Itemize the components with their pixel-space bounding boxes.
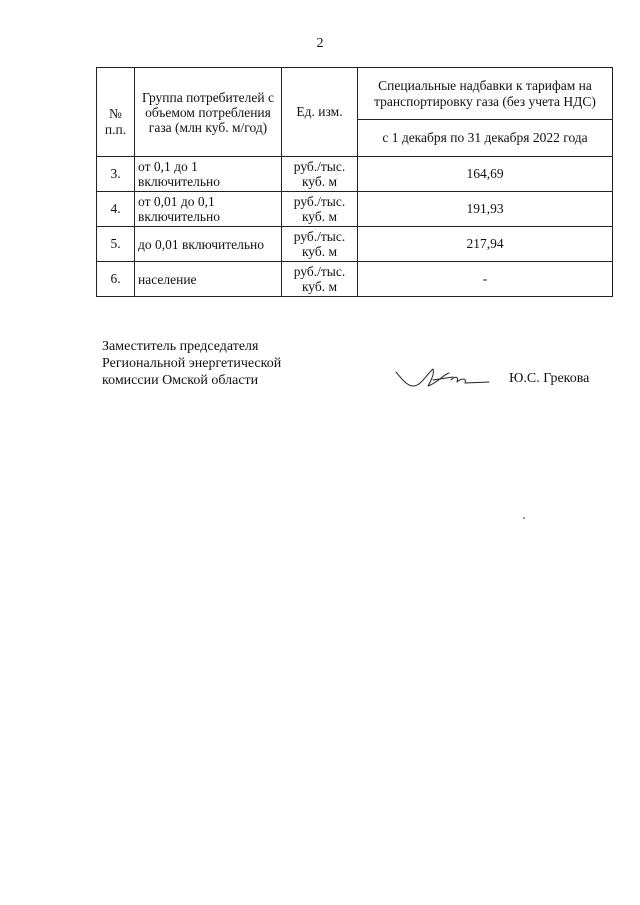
header-period: с 1 декабря по 31 декабря 2022 года: [358, 120, 613, 157]
row-value: 217,94: [358, 227, 613, 262]
scan-speck: [523, 517, 525, 519]
row-value: -: [358, 262, 613, 297]
table-row: [97, 157, 613, 192]
signatory-title: [102, 338, 281, 389]
row-number: 3.: [97, 157, 135, 192]
row-consumer-group: от 0,01 до 0,1 включительно: [135, 192, 282, 227]
row-consumer-group: до 0,01 включительно: [135, 227, 282, 262]
table-header-row: [97, 68, 613, 120]
row-value: 191,93: [358, 192, 613, 227]
row-consumer-group: от 0,1 до 1 включительно: [135, 157, 282, 192]
row-unit: руб./тыс. куб. м: [282, 157, 358, 192]
handwritten-signature: [393, 360, 493, 392]
table-row: [97, 262, 613, 297]
row-consumer-group: население: [135, 262, 282, 297]
signatory-title-line: комиссии Омской области: [102, 373, 259, 388]
tariff-table: [96, 67, 613, 297]
row-unit: руб./тыс. куб. м: [282, 227, 358, 262]
row-unit: руб./тыс. куб. м: [282, 192, 358, 227]
header-number: № п.п.: [97, 68, 135, 157]
header-unit: Ед. изм.: [282, 68, 358, 157]
row-number: 4.: [97, 192, 135, 227]
row-number: 6.: [97, 262, 135, 297]
signatory-title-line: Заместитель председателя: [102, 339, 259, 354]
row-number: 5.: [97, 227, 135, 262]
table-row: [97, 227, 613, 262]
page-number: 2: [316, 36, 324, 51]
table-row: [97, 192, 613, 227]
signatory-name: Ю.С. Грекова: [509, 371, 590, 386]
header-consumer-group: Группа потребителей с объемом потребления газа (млн куб. м/год): [135, 68, 282, 157]
header-special-surcharges: Специальные надбавки к тарифам на транспортировку газа (без учета НДС): [358, 68, 613, 120]
row-unit: руб./тыс. куб. м: [282, 262, 358, 297]
signatory-title-line: Региональной энергетической: [102, 356, 282, 371]
row-value: 164,69: [358, 157, 613, 192]
